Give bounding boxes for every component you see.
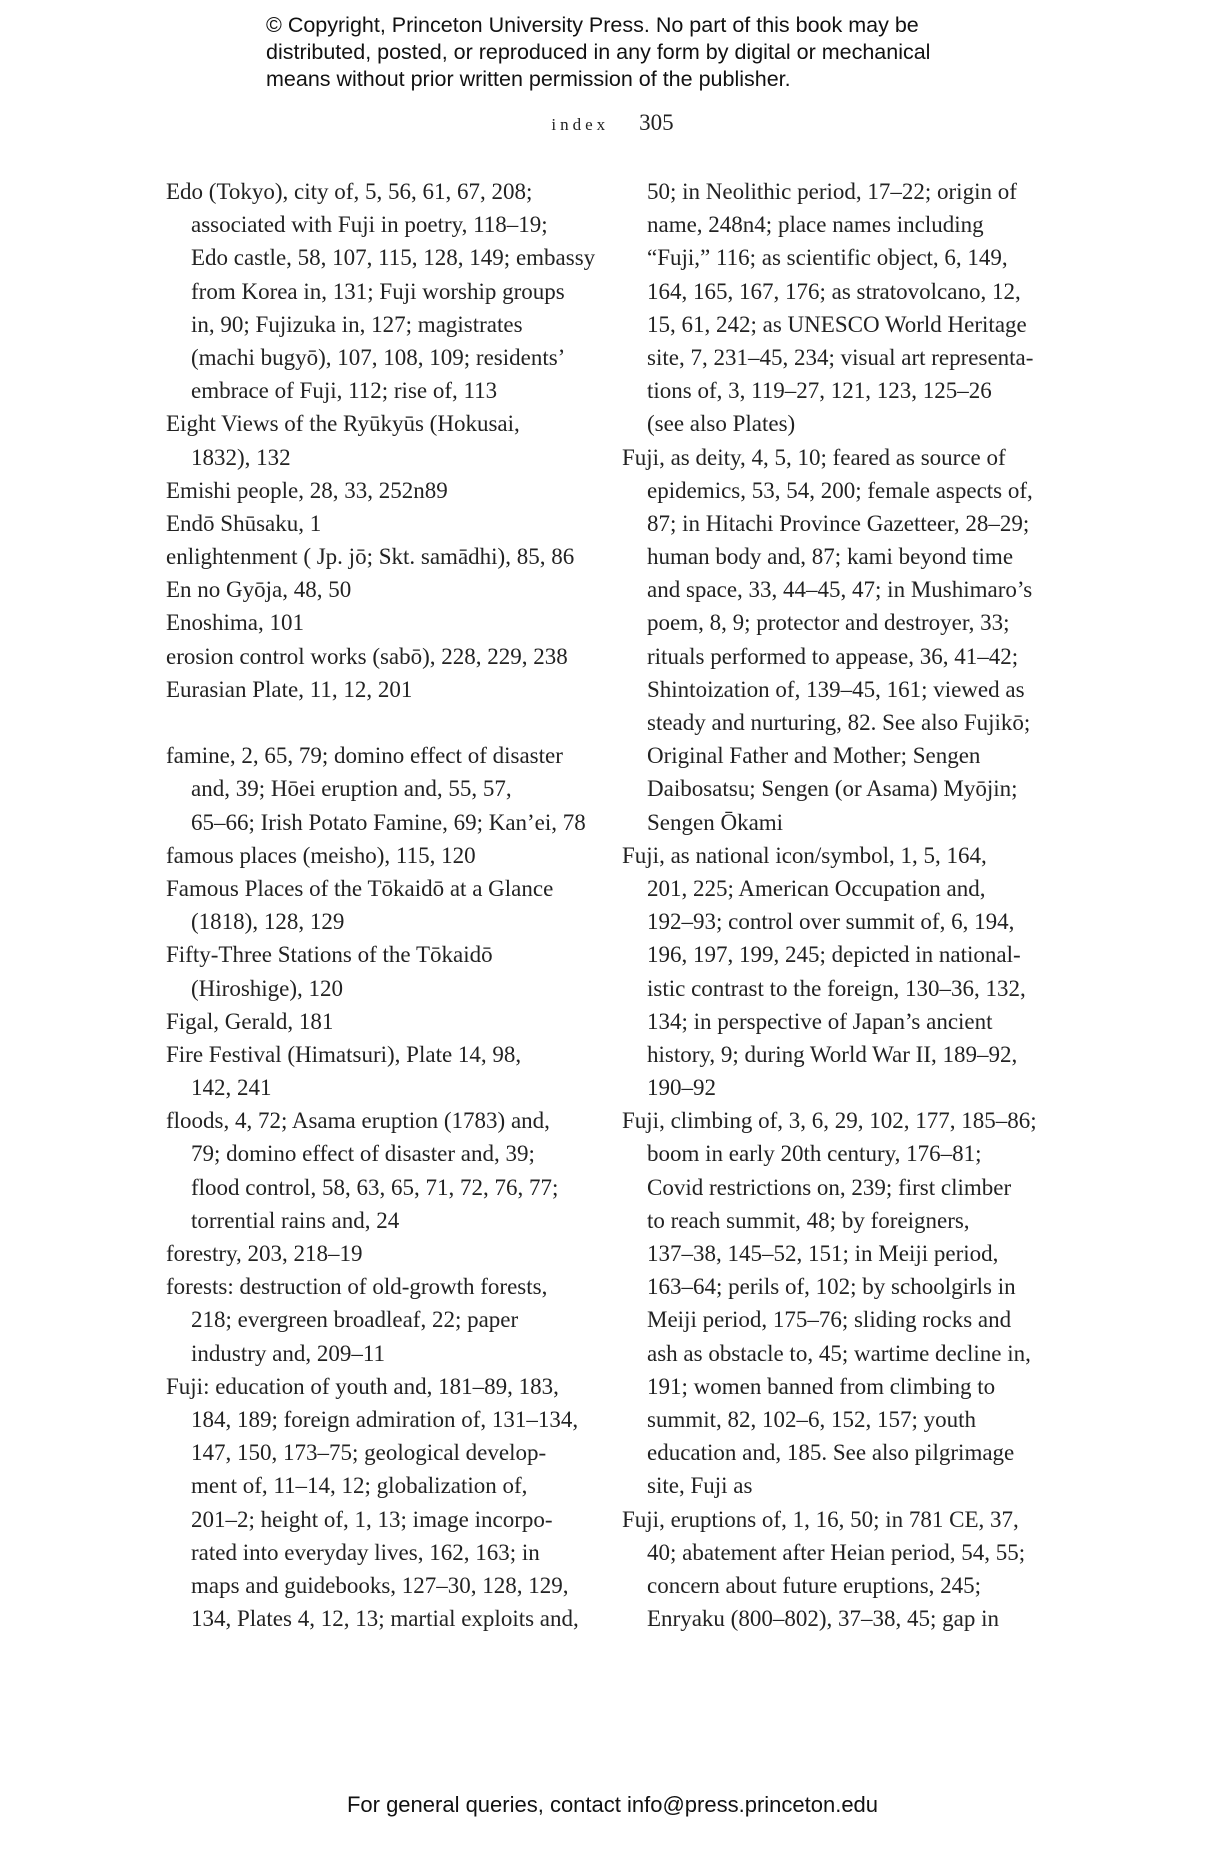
index-line: 134; in perspective of Japan’s ancient [647, 1008, 993, 1034]
index-line: 218; evergreen broadleaf, 22; paper [191, 1307, 519, 1333]
index-line: 142, 241 [191, 1075, 272, 1101]
index-line: 147, 150, 173–75; geological develop- [191, 1440, 547, 1466]
index-line: 87; in Hitachi Province Gazetteer, 28–29; [647, 510, 1030, 536]
index-line: concern about future eruptions, 245; [647, 1572, 982, 1598]
index-line: 15, 61, 242; as UNESCO World Heritage [647, 311, 1027, 337]
index-line: 163–64; perils of, 102; by schoolgirls in [647, 1274, 1016, 1300]
index-line: (Hiroshige), 120 [191, 975, 344, 1001]
copyright-line: means without prior written permission of the publisher. [266, 67, 791, 91]
index-line: history, 9; during World War II, 189–92, [647, 1041, 1018, 1067]
index-line: erosion control works (sabō), 228, 229, 238 [166, 643, 568, 669]
index-line: Shintoization of, 139–45, 161; viewed as [647, 676, 1025, 702]
index-column-left [166, 175, 596, 1635]
index-line: and space, 33, 44–45, 47; in Mushimaro’s [647, 577, 1033, 603]
index-line: tions of, 3, 119–27, 121, 123, 125–26 [647, 378, 992, 404]
index-line: Famous Places of the Tōkaidō at a Glance [166, 875, 554, 901]
index-line: from Korea in, 131; Fuji worship groups [191, 278, 565, 304]
index-line: (1818), 128, 129 [191, 909, 345, 935]
index-line: 65–66; Irish Potato Famine, 69; Kan’ei, 78 [191, 809, 586, 835]
index-line: 184, 189; foreign admiration of, 131–134, [191, 1406, 579, 1432]
index-line: 79; domino effect of disaster and, 39; [191, 1141, 535, 1167]
index-line: ment of, 11–14, 12; globalization of, [191, 1473, 528, 1499]
index-line: Fuji, as national icon/symbol, 1, 5, 164, [622, 842, 987, 868]
index-line: poem, 8, 9; protector and destroyer, 33; [647, 610, 1010, 636]
page-number: 305 [639, 110, 674, 135]
index-line: 196, 197, 199, 245; depicted in national- [647, 942, 1021, 968]
footer-contact: For general queries, contact info@press.princeton.edu [346, 1792, 879, 1817]
index-line: istic contrast to the foreign, 130–36, 132, [647, 975, 1026, 1001]
index-line: En no Gyōja, 48, 50 [166, 577, 352, 603]
index-line: Original Father and Mother; Sengen [647, 743, 981, 769]
index-line: forests: destruction of old-growth forests, [166, 1274, 548, 1300]
index-line: Figal, Gerald, 181 [166, 1008, 334, 1034]
index-line: 40; abatement after Heian period, 54, 55; [647, 1539, 1026, 1565]
index-line: steady and nurturing, 82. See also Fujikō; [647, 710, 1031, 735]
index-line: site, 7, 231–45, 234; visual art representa- [647, 344, 1034, 370]
index-line: (machi bugyō), 107, 108, 109; residents’ [191, 344, 566, 370]
index-line: site, Fuji as [647, 1473, 753, 1499]
index-line: Enryaku (800–802), 37–38, 45; gap in [647, 1606, 999, 1632]
index-line: Meiji period, 175–76; sliding rocks and [647, 1307, 1012, 1333]
index-line: forestry, 203, 218–19 [166, 1241, 363, 1266]
index-line: Enoshima, 101 [166, 610, 304, 636]
index-line: education and, 185. See also pilgrimage [647, 1440, 1015, 1466]
index-line: Fifty-Three Stations of the Tōkaidō [166, 942, 493, 968]
index-line: Eurasian Plate, 11, 12, 201 [166, 676, 413, 702]
index-line: Endō Shūsaku, 1 [166, 510, 322, 536]
copyright-line: © Copyright, Princeton University Press. No part of this book may be [266, 13, 919, 37]
index-line: Edo (Tokyo), city of, 5, 56, 61, 67, 208; [166, 179, 533, 204]
index-line: 190–92 [647, 1075, 716, 1101]
index-line: floods, 4, 72; Asama eruption (1783) and, [166, 1108, 550, 1134]
index-line: human body and, 87; kami beyond time [647, 544, 1014, 570]
index-column-right [622, 175, 1042, 1635]
index-line: enlightenment ( Jp. jō; Skt. samādhi), 85, 86 [166, 544, 575, 570]
index-line: flood control, 58, 63, 65, 71, 72, 76, 77; [191, 1174, 559, 1200]
index-line: industry and, 209–11 [191, 1340, 385, 1366]
index-line: 50; in Neolithic period, 17–22; origin of [647, 179, 1017, 204]
index-line: Fuji, as deity, 4, 5, 10; feared as source of [622, 444, 1006, 470]
index-line: Sengen Ōkami [647, 809, 784, 835]
index-line: 1832), 132 [191, 444, 291, 470]
copyright-notice [266, 12, 1026, 93]
index-line: torrential rains and, 24 [191, 1207, 400, 1233]
index-line: 201–2; height of, 1, 13; image incorpo- [191, 1506, 553, 1532]
index-line: 192–93; control over summit of, 6, 194, [647, 909, 1015, 935]
section-gap [166, 706, 586, 739]
index-line: boom in early 20th century, 176–81; [647, 1141, 982, 1167]
index-line: 134, Plates 4, 12, 13; martial exploits and, [191, 1606, 579, 1632]
index-line: Fuji, climbing of, 3, 6, 29, 102, 177, 185–86; [622, 1108, 1037, 1134]
index-line: Covid restrictions on, 239; first climber [647, 1174, 1012, 1200]
index-line: Fire Festival (Himatsuri), Plate 14, 98, [166, 1041, 522, 1067]
index-line: name, 248n4; place names including [647, 212, 984, 238]
index-line: Daibosatsu; Sengen (or Asama) Myōjin; [647, 776, 1018, 802]
running-head-label: index [551, 115, 610, 134]
index-line: epidemics, 53, 54, 200; female aspects of, [647, 477, 1033, 503]
index-line: famine, 2, 65, 79; domino effect of disaster [166, 743, 563, 769]
index-line: 201, 225; American Occupation and, [647, 875, 986, 901]
index-line: Fuji: education of youth and, 181–89, 183, [166, 1373, 559, 1399]
index-line: rituals performed to appease, 36, 41–42; [647, 643, 1019, 669]
index-line: “Fuji,” 116; as scientific object, 6, 149, [647, 245, 1008, 271]
index-line: associated with Fuji in poetry, 118–19; [191, 212, 548, 238]
index-line: to reach summit, 48; by foreigners, [647, 1207, 970, 1233]
index-line: Eight Views of the Ryūkyūs (Hokusai, [166, 411, 520, 437]
index-line: maps and guidebooks, 127–30, 128, 129, [191, 1572, 569, 1598]
index-line: embrace of Fuji, 112; rise of, 113 [191, 378, 498, 404]
index-line: (see also Plates) [647, 411, 796, 437]
index-line: Edo castle, 58, 107, 115, 128, 149; embassy [191, 245, 596, 271]
index-line: and, 39; Hōei eruption and, 55, 57, [191, 776, 512, 802]
index-line: famous places (meisho), 115, 120 [166, 842, 476, 868]
running-head [0, 110, 1225, 136]
index-line: Fuji, eruptions of, 1, 16, 50; in 781 CE, 37, [622, 1506, 1019, 1532]
index-line: 137–38, 145–52, 151; in Meiji period, [647, 1241, 999, 1266]
index-line: summit, 82, 102–6, 152, 157; youth [647, 1406, 977, 1432]
copyright-line: distributed, posted, or reproduced in any form by digital or mechanical [266, 40, 931, 64]
index-line: rated into everyday lives, 162, 163; in [191, 1539, 540, 1565]
index-line: ash as obstacle to, 45; wartime decline in, [647, 1340, 1031, 1366]
index-line: in, 90; Fujizuka in, 127; magistrates [191, 311, 523, 337]
index-line: 191; women banned from climbing to [647, 1373, 996, 1399]
index-line: Emishi people, 28, 33, 252n89 [166, 477, 448, 503]
index-line: 164, 165, 167, 176; as stratovolcano, 12, [647, 278, 1021, 304]
